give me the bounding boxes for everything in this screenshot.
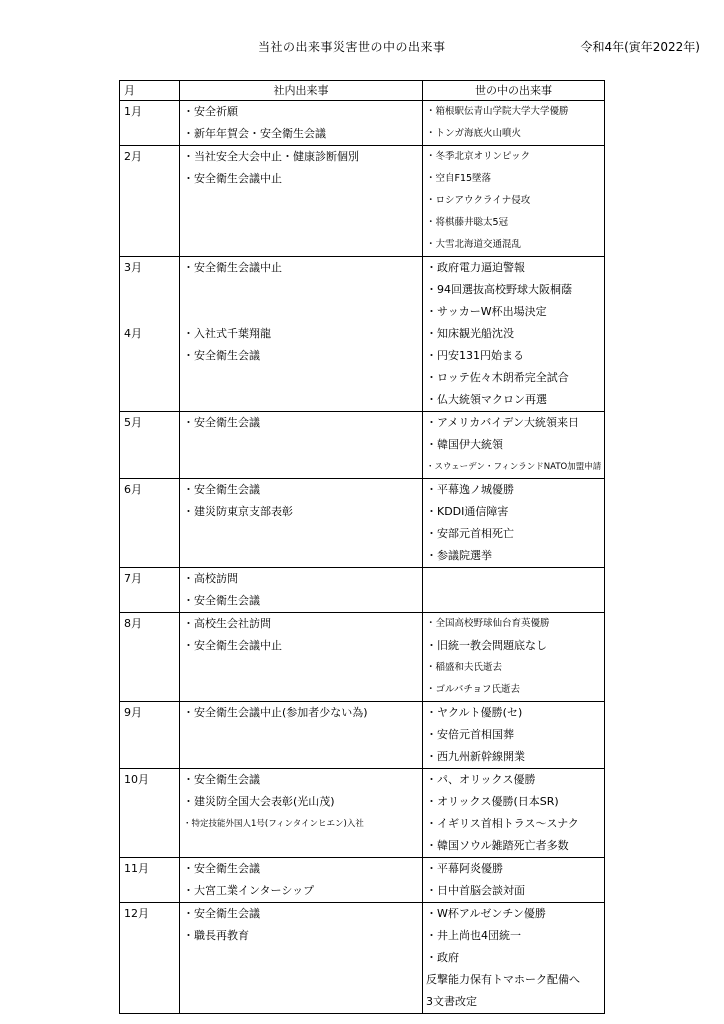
- month-cell: [120, 769, 180, 858]
- company-event: ・安全衛生会議: [183, 416, 260, 429]
- line-slot: [180, 301, 422, 323]
- world-event: ・W杯アルゼンチン優勝: [426, 907, 546, 920]
- month-label: 5月: [124, 416, 142, 429]
- month-slot: [120, 301, 179, 323]
- company-event: ・安全衛生会議: [183, 594, 260, 607]
- month-slot: [120, 835, 179, 857]
- line-slot: [180, 234, 422, 256]
- world-event: ・パ、オリックス優勝: [426, 773, 536, 786]
- world-event: ・ロシアウクライナ侵攻: [426, 195, 531, 206]
- company-events-cell: [180, 903, 423, 1014]
- document-title: 当社の出来事災害世の中の出来事: [258, 40, 446, 54]
- world-event: ・日中首脳会談対面: [426, 884, 525, 897]
- world-events-cell: [423, 412, 605, 479]
- month-cell: [120, 903, 180, 1014]
- line-slot: [180, 212, 422, 234]
- month-label: 1月: [124, 105, 142, 118]
- world-events-cell: [423, 858, 605, 903]
- month-slot: [120, 212, 179, 234]
- line-slot: [180, 679, 422, 701]
- world-events-cell: [423, 146, 605, 257]
- company-event: ・安全衛生会議中止: [183, 261, 282, 274]
- line-slot: [180, 835, 422, 857]
- world-event: ・井上尚也4団統一: [426, 929, 521, 942]
- month-cell: [120, 568, 180, 613]
- world-event: ・西九州新幹線開業: [426, 750, 525, 763]
- month-label: 4月: [124, 327, 142, 340]
- month-cell: [120, 101, 180, 146]
- world-event: ・仏大統領マクロン再選: [426, 393, 547, 406]
- month-cell: [120, 613, 180, 702]
- world-events-cell: [423, 702, 605, 769]
- world-event: ・94回選抜高校野球大阪桐蔭: [426, 283, 572, 296]
- events-table: [119, 80, 605, 1014]
- month-slot: [120, 345, 179, 367]
- world-event: ・韓国伊大統領: [426, 438, 503, 451]
- company-event: ・特定技能外国人1号(フィンタインヒエン)入社: [183, 819, 364, 829]
- world-events-cell: [423, 613, 605, 702]
- company-event: ・新年年賀会・安全衛生会議: [183, 127, 326, 140]
- world-event: ・将棋藤井聡太5冠: [426, 217, 509, 228]
- month-label: 2月: [124, 150, 142, 163]
- world-event: ・ゴルバチョフ氏逝去: [426, 684, 521, 695]
- company-event: ・安全衛生会議: [183, 907, 260, 920]
- company-event: ・建災防全国大会表彰(光山茂): [183, 795, 335, 808]
- line-slot: [180, 456, 422, 478]
- world-events-cell: [423, 479, 605, 568]
- company-event: ・安全祈願: [183, 105, 238, 118]
- world-event: 反撃能力保有トマホーク配備へ: [426, 973, 580, 986]
- world-event: ・アメリカバイデン大統領来日: [426, 416, 580, 429]
- header-company-events: 社内出来事: [180, 81, 423, 101]
- month-slot: [120, 791, 179, 813]
- month-slot: [120, 456, 179, 478]
- company-events-cell: [180, 101, 423, 146]
- world-event: ・安部元首相死亡: [426, 527, 514, 540]
- company-event: ・大宮工業インターシップ: [183, 884, 315, 897]
- world-event: ・箱根駅伝青山学院大学大学優勝: [426, 106, 569, 117]
- table-row: [120, 146, 605, 257]
- world-event: ・韓国ソウル雑踏死亡者多数: [426, 839, 569, 852]
- table-header-row: [120, 81, 605, 101]
- world-events-cell: [423, 769, 605, 858]
- month-slot: [120, 523, 179, 545]
- world-event: ・サッカーW杯出場決定: [426, 305, 547, 318]
- table-row: [120, 769, 605, 858]
- world-event: ・全国高校野球仙台育英優勝: [426, 618, 550, 629]
- line-slot: [180, 746, 422, 768]
- month-slot: [120, 724, 179, 746]
- world-event: ・スウェーデン・フィンランドNATO加盟申請: [426, 462, 602, 472]
- month-slot: [120, 813, 179, 835]
- month-label: 11月: [124, 862, 149, 875]
- world-events-cell: [423, 257, 605, 412]
- month-label: 7月: [124, 572, 142, 585]
- line-slot: [180, 367, 422, 389]
- month-slot: [120, 746, 179, 768]
- world-event: ・参議院選挙: [426, 549, 492, 562]
- line-slot: [180, 190, 422, 212]
- header-month: 月: [120, 81, 180, 101]
- era-year-label: 令和4年(寅年2022年): [580, 40, 700, 54]
- month-slot: [120, 590, 179, 612]
- table-body: [120, 101, 605, 1014]
- month-slot: [120, 434, 179, 456]
- month-slot: [120, 545, 179, 567]
- world-event: ・空自F15墜落: [426, 173, 492, 184]
- month-slot: [120, 279, 179, 301]
- company-events-cell: [180, 702, 423, 769]
- month-cell: [120, 858, 180, 903]
- company-event: ・建災防東京支部表彰: [183, 505, 293, 518]
- company-event: ・安全衛生会議: [183, 862, 260, 875]
- month-cell: [120, 146, 180, 257]
- world-events-cell: [423, 568, 605, 613]
- world-event: ・平幕逸ノ城優勝: [426, 483, 514, 496]
- month-cell: [120, 702, 180, 769]
- line-slot: [180, 279, 422, 301]
- company-events-cell: [180, 613, 423, 702]
- month-slot: [120, 635, 179, 657]
- world-event: ・ロッテ佐々木朗希完全試合: [426, 371, 569, 384]
- world-event: ・大雪北海道交通混乱: [426, 239, 522, 250]
- line-slot: [180, 724, 422, 746]
- month-cell: [120, 257, 180, 412]
- month-slot: [120, 880, 179, 902]
- month-slot: [120, 501, 179, 523]
- line-slot: [180, 947, 422, 969]
- month-label: 8月: [124, 617, 142, 630]
- world-event: ・旧統一教会問題底なし: [426, 639, 547, 652]
- month-slot: [120, 389, 179, 411]
- company-events-cell: [180, 568, 423, 613]
- world-event: ・平幕阿炎優勝: [426, 862, 503, 875]
- table-row: [120, 257, 605, 412]
- month-slot: [120, 679, 179, 701]
- month-slot: [120, 123, 179, 145]
- world-event: ・冬季北京オリンピック: [426, 151, 531, 162]
- line-slot: [180, 657, 422, 679]
- table-row: [120, 702, 605, 769]
- month-slot: [120, 657, 179, 679]
- month-slot: [120, 925, 179, 947]
- company-event: ・安全衛生会議: [183, 349, 260, 362]
- world-event: 3文書改定: [426, 995, 477, 1008]
- world-event: ・KDDI通信障害: [426, 505, 509, 518]
- table-row: [120, 412, 605, 479]
- world-event: ・トンガ海底火山噴火: [426, 128, 522, 139]
- company-event: ・職長再教育: [183, 929, 249, 942]
- company-event: ・安全衛生会議中止: [183, 639, 282, 652]
- table-row: [120, 903, 605, 1014]
- line-slot: [180, 389, 422, 411]
- company-events-cell: [180, 769, 423, 858]
- world-event: ・政府: [426, 951, 459, 964]
- company-event: ・高校生会社訪問: [183, 617, 271, 630]
- month-label: 12月: [124, 907, 149, 920]
- line-slot: [423, 568, 604, 590]
- month-slot: [120, 367, 179, 389]
- table-row: [120, 568, 605, 613]
- company-events-cell: [180, 146, 423, 257]
- table-row: [120, 613, 605, 702]
- table-row: [120, 479, 605, 568]
- world-events-cell: [423, 101, 605, 146]
- line-slot: [180, 545, 422, 567]
- month-slot: [120, 168, 179, 190]
- line-slot: [180, 991, 422, 1013]
- company-event: ・入社式千葉翔龍: [183, 327, 271, 340]
- month-slot: [120, 190, 179, 212]
- world-event: ・稲盛和夫氏逝去: [426, 662, 503, 673]
- company-events-cell: [180, 412, 423, 479]
- line-slot: [180, 523, 422, 545]
- month-label: 6月: [124, 483, 142, 496]
- world-event: ・ヤクルト優勝(セ): [426, 706, 523, 719]
- company-event: ・安全衛生会議中止(参加者少ない為): [183, 706, 368, 719]
- company-events-cell: [180, 479, 423, 568]
- month-cell: [120, 479, 180, 568]
- world-event: ・政府電力逼迫警報: [426, 261, 525, 274]
- line-slot: [180, 434, 422, 456]
- month-label: 10月: [124, 773, 149, 786]
- month-label: 9月: [124, 706, 142, 719]
- company-event: ・安全衛生会議中止: [183, 172, 282, 185]
- company-event: ・安全衛生会議: [183, 773, 260, 786]
- world-event: ・円安131円始まる: [426, 349, 524, 362]
- company-event: ・当社安全大会中止・健康診断個別: [183, 150, 359, 163]
- month-label: 3月: [124, 261, 142, 274]
- month-slot: [120, 234, 179, 256]
- month-slot: [120, 969, 179, 991]
- company-event: ・高校訪問: [183, 572, 238, 585]
- table-row: [120, 858, 605, 903]
- line-slot: [180, 969, 422, 991]
- header-world-events: 世の中の出来事: [423, 81, 605, 101]
- world-event: ・安倍元首相国葬: [426, 728, 514, 741]
- company-events-cell: [180, 257, 423, 412]
- month-slot: [120, 947, 179, 969]
- company-event: ・安全衛生会議: [183, 483, 260, 496]
- world-event: ・知床観光船沈没: [426, 327, 514, 340]
- month-slot: [120, 991, 179, 1013]
- company-events-cell: [180, 858, 423, 903]
- world-events-cell: [423, 903, 605, 1014]
- world-event: ・オリックス優勝(日本SR): [426, 795, 559, 808]
- table-row: [120, 101, 605, 146]
- world-event: ・イギリス首相トラス～スナク: [426, 817, 579, 830]
- line-slot: [423, 590, 604, 612]
- month-cell: [120, 412, 180, 479]
